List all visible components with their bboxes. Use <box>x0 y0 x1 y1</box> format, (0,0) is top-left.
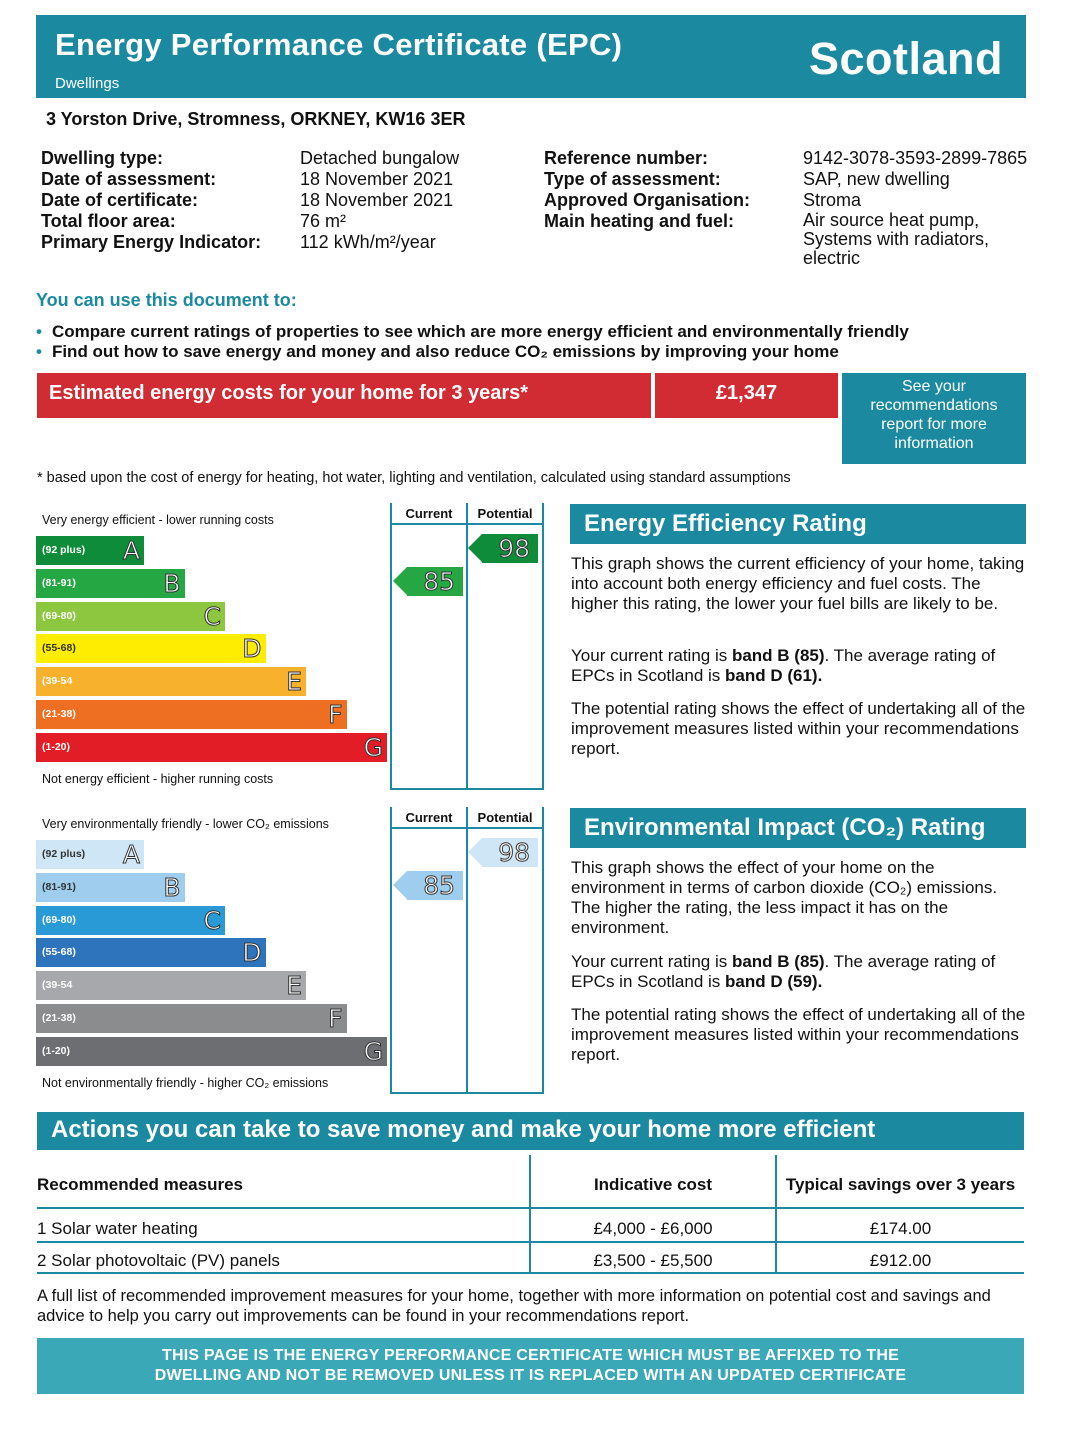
energy-band-g <box>36 733 387 762</box>
energy-efficiency-chart <box>36 503 544 790</box>
current-rating-value: 85 <box>423 870 455 900</box>
notice-line-1: THIS PAGE IS THE ENERGY PERFORMANCE CERTIFICATE WHICH MUST BE AFFIXED TO THE <box>161 1347 899 1364</box>
environmental-band-d <box>36 938 266 967</box>
energy-rating-current: Your current rating is band B (85). The average rating of EPCs in Scotland is band D (61). <box>571 646 996 685</box>
environmental-band-e <box>36 971 306 1000</box>
header-banner <box>36 15 1026 98</box>
energy-rating-potential: The potential rating shows the effect of undertaking all of the improvement measures listed within your recommendations report. <box>571 699 1026 758</box>
environmental-rating-heading: Environmental Impact (CO₂) Rating <box>570 808 1026 848</box>
band-letter: F <box>328 700 343 729</box>
assessment-type-value: SAP, new dwelling <box>803 169 950 189</box>
cost-2: £3,500 - £5,500 <box>593 1251 713 1270</box>
country-label: Scotland <box>808 33 1003 84</box>
energy-band-e <box>36 667 306 696</box>
details-right-values <box>803 148 1073 268</box>
col-savings-header: Typical savings over 3 years <box>785 1175 1016 1194</box>
savings-1: £174.00 <box>869 1219 932 1238</box>
environmental-rating-current: Your current rating is band B (85). The average rating of EPCs in Scotland is band D (59). <box>571 952 996 991</box>
energy-rating-desc: This graph shows the current efficiency of your home, taking into account both energy efficiency and fuel costs. The higher this rating, the lower your fuel bills are likely to be. <box>571 554 1025 613</box>
band-range: (21-38) <box>42 1012 76 1024</box>
band-range: (55-68) <box>42 946 76 959</box>
band-range: (39-54 <box>42 979 73 992</box>
chart-top-text: Very environmentally friendly - lower CO₂ emissions <box>42 817 329 831</box>
primary-energy-label: Primary Energy Indicator: <box>41 232 262 252</box>
full-list-note: A full list of recommended improvement measures for your home, together with more information on potential cost and savings and advice to help you carry out improvements can be found in your recommendations report. <box>37 1287 991 1325</box>
band-range: (69-80) <box>42 609 76 622</box>
energy-current-rating-arrow <box>407 567 463 596</box>
savings-2: £912.00 <box>869 1251 932 1270</box>
band-range: (1-20) <box>42 740 71 753</box>
band-letter: A <box>122 840 140 869</box>
measure-1: 1 Solar water heating <box>37 1219 198 1238</box>
bullet-compare: • Compare current ratings of properties to see which are more energy efficient and environmentally friendly <box>36 322 909 341</box>
potential-header: Potential <box>477 506 533 521</box>
band-range: (81-91) <box>42 576 76 589</box>
use-heading: You can use this document to: <box>36 290 297 310</box>
actions-heading: Actions you can take to save money and make your home more efficient <box>37 1112 1024 1150</box>
band-range: (55-68) <box>42 642 76 655</box>
current-header: Current <box>405 810 453 825</box>
heating-fuel-value: Air source heat pump, Systems with radiators, electric <box>803 210 990 268</box>
potential-rating-value: 98 <box>498 534 530 563</box>
environmental-impact-chart <box>36 807 544 1094</box>
details-left-values <box>300 148 459 253</box>
affix-notice-banner <box>37 1338 1024 1394</box>
table-row-line <box>37 1241 1024 1243</box>
costs-footnote: * based upon the cost of energy for heating, hot water, lighting and ventilation, calculated using standard assumptions <box>37 470 791 486</box>
column-header-line <box>390 523 544 525</box>
band-letter: D <box>242 938 262 968</box>
band-letter: E <box>286 971 302 1001</box>
recommendations-link[interactable]: See your recommendations report for more information <box>842 373 1026 464</box>
estimated-costs-label: Estimated energy costs for your home for 3 years* <box>37 373 651 418</box>
band-letter: B <box>163 872 181 902</box>
environmental-current-rating-arrow <box>407 871 463 900</box>
environmental-band-f <box>36 1004 347 1033</box>
environmental-band-c <box>36 906 225 935</box>
approved-org-label: Approved Organisation: <box>544 190 751 210</box>
band-range: (92 plus) <box>42 848 86 860</box>
environmental-potential-rating-arrow <box>482 838 538 867</box>
band-letter: A <box>122 536 140 565</box>
reference-number-value: 9142-3078-3593-2899-7865 <box>803 148 1028 168</box>
band-range: (92 plus) <box>42 544 86 556</box>
details-left <box>41 148 261 253</box>
heating-fuel-label: Main heating and fuel: <box>544 211 735 231</box>
date-assessment-value: 18 November 2021 <box>300 169 454 189</box>
table-bottom-line <box>37 1272 1024 1274</box>
dwelling-type-value: Detached bungalow <box>300 148 460 168</box>
chart-bottom-text: Not energy efficient - higher running costs <box>42 772 274 786</box>
band-letter: C <box>203 905 221 935</box>
band-letter: C <box>203 601 221 631</box>
band-range: (39-54 <box>42 675 73 688</box>
potential-header: Potential <box>477 810 533 825</box>
details-right <box>544 148 750 232</box>
band-range: (69-80) <box>42 913 76 926</box>
estimated-costs-value: £1,347 <box>655 373 838 418</box>
assessment-type-label: Type of assessment: <box>544 169 721 189</box>
chart-bottom-text: Not environmentally friendly - higher CO₂ emissions <box>42 1076 329 1090</box>
floor-area-value: 76 m² <box>300 211 347 231</box>
current-column <box>390 503 468 790</box>
energy-band-b <box>36 569 185 598</box>
energy-band-f <box>36 700 347 729</box>
property-address: 3 Yorston Drive, Stromness, ORKNEY, KW16 3ER <box>46 109 466 129</box>
document-title: Energy Performance Certificate (EPC) <box>55 27 623 62</box>
date-assessment-label: Date of assessment: <box>41 169 217 189</box>
col-cost-header: Indicative cost <box>593 1175 713 1194</box>
band-letter: E <box>286 667 302 697</box>
current-header: Current <box>405 506 453 521</box>
environmental-band-b <box>36 873 185 902</box>
environmental-band-a <box>36 840 144 869</box>
energy-band-c <box>36 602 225 631</box>
date-certificate-label: Date of certificate: <box>41 190 199 210</box>
current-rating-value: 85 <box>423 566 455 596</box>
environmental-rating-desc: This graph shows the effect of your home on the environment in terms of carbon dioxide (CO₂) emissions. The higher the rating, the less impact it has on the environment. <box>571 858 998 937</box>
band-letter: B <box>163 568 181 598</box>
energy-rating-heading: Energy Efficiency Rating <box>570 504 1026 544</box>
bullet-save: • Find out how to save energy and money and also reduce CO₂ emissions by improving your home <box>36 342 839 361</box>
energy-band-d <box>36 634 266 663</box>
dwelling-type-label: Dwelling type: <box>41 148 164 168</box>
chart-top-text: Very energy efficient - lower running costs <box>42 513 274 527</box>
date-certificate-value: 18 November 2021 <box>300 190 454 210</box>
floor-area-label: Total floor area: <box>41 211 176 231</box>
band-range: (21-38) <box>42 708 76 720</box>
potential-rating-value: 98 <box>498 838 530 867</box>
energy-potential-rating-arrow <box>482 534 538 563</box>
document-subtitle: Dwellings <box>55 75 120 92</box>
reference-number-label: Reference number: <box>544 148 709 168</box>
environmental-band-g <box>36 1037 387 1066</box>
primary-energy-value: 112 kWh/m²/year <box>300 232 436 252</box>
current-column <box>390 807 468 1094</box>
column-header-line <box>390 827 544 829</box>
cost-1: £4,000 - £6,000 <box>593 1219 713 1238</box>
notice-line-2: DWELLING AND NOT BE REMOVED UNLESS IT IS REPLACED WITH AN UPDATED CERTIFICATE <box>154 1367 907 1384</box>
approved-org-value: Stroma <box>803 190 862 210</box>
energy-band-a <box>36 536 144 565</box>
band-letter: G <box>363 1036 383 1066</box>
band-range: (1-20) <box>42 1044 71 1057</box>
table-header-line <box>37 1207 1024 1209</box>
band-letter: F <box>328 1004 343 1033</box>
col-measure-header: Recommended measures <box>37 1175 243 1194</box>
band-letter: D <box>242 634 262 664</box>
measure-2: 2 Solar photovoltaic (PV) panels <box>37 1251 280 1270</box>
environmental-rating-potential: The potential rating shows the effect of undertaking all of the improvement measures listed within your recommendations report. <box>571 1005 1026 1064</box>
band-letter: G <box>363 732 383 762</box>
band-range: (81-91) <box>42 880 76 893</box>
